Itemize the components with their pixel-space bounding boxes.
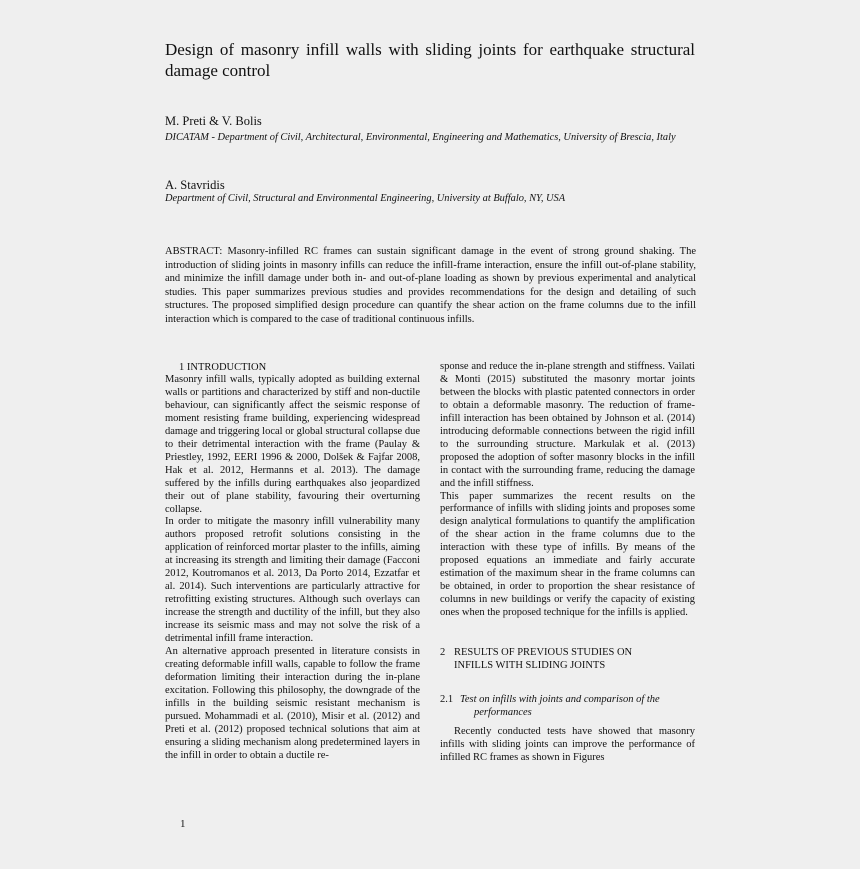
affiliation-2: Department of Civil, Structural and Environmental Engineering, University at Buffalo, NY, USA	[165, 193, 566, 204]
results-paragraph-1: Recently conducted tests have showed that masonry infills with sliding joints can improve the performance of infilled RC frames as shown in Figures	[440, 726, 695, 763]
authors-line-2: A. Stavridis	[165, 178, 225, 192]
right-column	[440, 361, 695, 765]
section-heading-line-1: RESULTS OF PREVIOUS STUDIES ON	[454, 647, 633, 659]
left-column	[165, 361, 420, 763]
subsection-heading-line-2: performances	[474, 707, 532, 719]
intro-paragraph-1: Masonry infill walls, typically adopted as building external walls or partitions and characterized by stiff and non-ductile behaviour, can significantly affect the seismic response of moment resisting frame building, experiencing widespread damage and triggering local or global structural collapse due to their detrimental interaction with the frame (Paulay & Priestley, 1992, EERI 1996 & 2000, Dolšek & Fajfar 2008, Hak et al. 2012, Hermanns et al. 2013). The damage suffered by the infills during earthquakes also jeopardized their out of plane stability, favouring their overturning collapse.	[165, 374, 420, 515]
intro-paragraph-4: sponse and reduce the in-plane strength and stiffness. Vailati & Monti (2015) substituted the masonry mortar joints between the blocks with plastic patented connectors in order to obtain a deformable masonry. The reduction of frame-infill interaction has been obtained by Johnson et al. (2014) introducing deformable connections between the rigid infill to the surrounding structure. Markulak et al. (2013) proposed the adoption of softer masonry blocks in the infill in contact with the surrounding frame, reducing the damage and the infill stiffness.	[440, 361, 695, 489]
section-heading-introduction: 1 INTRODUCTION	[179, 362, 267, 373]
intro-paragraph-2: In order to mitigate the masonry infill vulnerability many authors proposed retrofit solutions consisting in the application of reinforced mortar plaster to the infills, aiming at increasing its strength and limiting their damage (Facconi 2012, Koutromanos et al. 2013, Da Porto 2014, Ezzatfar et al. 2014). Such interventions are particularly attractive for retrofitting existing structures. Although such overlays can increase the strength and ductility of the infill, but they also increase its seismic mass and may not solve the risk of a detrimental infill frame interaction.	[165, 516, 420, 645]
affiliation-1: DICATAM - Department of Civil, Architectural, Environmental, Engineering and Mathematics, University of Brescia, Italy	[165, 132, 676, 143]
subsection-heading	[440, 693, 695, 719]
page-number: 1	[180, 818, 186, 830]
intro-paragraph-5: This paper summarizes the recent results on the performance of infills with sliding joints and proposes some design analytical formulations to quantify the amplification of the shear action in the frame columns due to the interaction with these type of infills. By means of the proposed equations an immediate and fairly accurate estimation of the maximum shear in the frame columns can be obtained, in order to proportion the shear resistance of columns in new buildings or verify the capacity of existing ones when the proposed technique for the infills is applied.	[440, 490, 695, 619]
paper-title: Design of masonry infill walls with sliding joints for earthquake structural damage control	[165, 40, 695, 80]
section-number: 2	[440, 647, 446, 659]
section-heading-line-2: INFILLS WITH SLIDING JOINTS	[454, 660, 606, 672]
subsection-heading-line-1: Test on infills with joints and comparison of the	[460, 694, 660, 706]
section-heading-results	[440, 646, 695, 672]
abstract: ABSTRACT: Masonry-infilled RC frames can sustain significant damage in the event of strong ground shaking. The introduction of sliding joints in masonry infills can reduce the infill-frame interaction, ensure the infill out-of-plane stability, and minimize the infill damage under both in- and out-of-plane loading as shown by previous experimental and analytical studies. This paper summarizes previous studies and provides recommendations for the design and detailing of such structures. The proposed simplified design procedure can quantify the shear action on the frame columns due to the infill interaction which is compared to the case of traditional continuous infills.	[165, 246, 696, 325]
authors-line-1: M. Preti & V. Bolis	[165, 114, 262, 128]
intro-paragraph-3: An alternative approach presented in literature consists in creating deformable infill walls, capable to follow the frame deformation limiting their interaction during the in-plane excitation. Following this philosophy, the downgrade of the infills in the building seismic resistant mechanism is pursued. Mohammadi et al. (2010), Misir et al. (2012) and Preti et al. (2012) proposed technical solutions that aim at ensuring a sliding mechanism along predetermined layers in the infill in order to obtain a ductile re-	[165, 646, 420, 761]
subsection-number: 2.1	[440, 694, 454, 706]
